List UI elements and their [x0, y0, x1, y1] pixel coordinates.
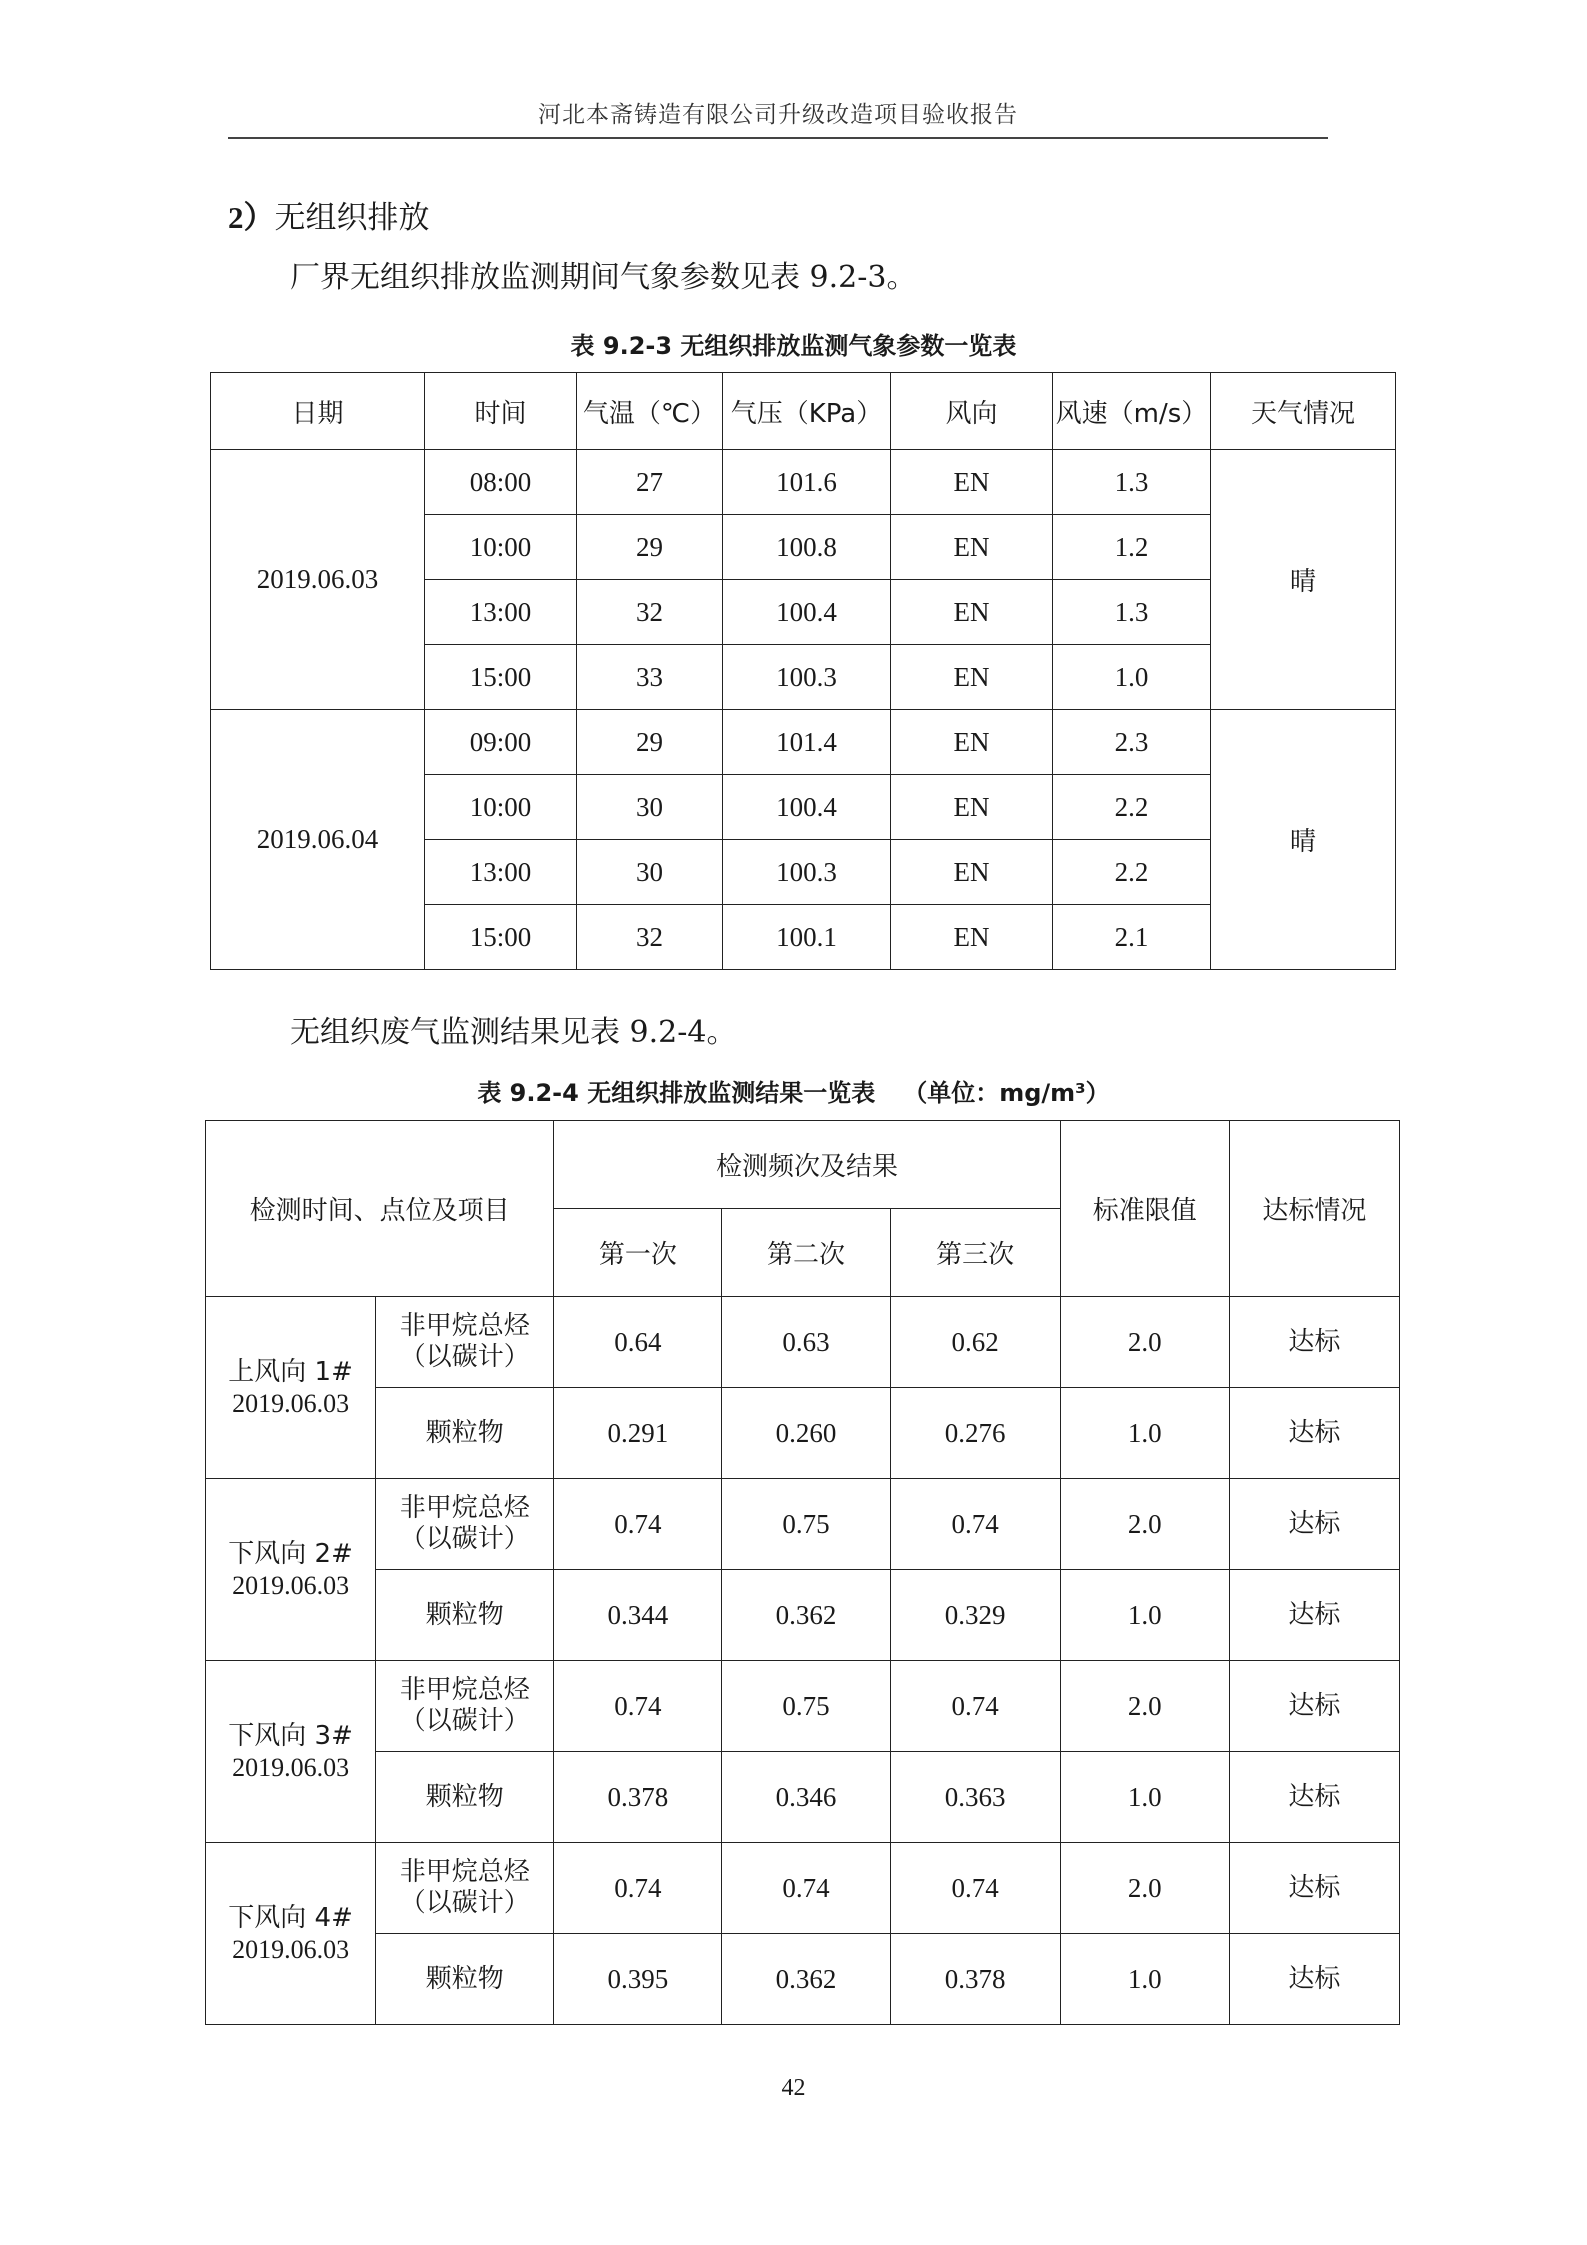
wind-speed-cell: 1.3 [1053, 580, 1211, 645]
pressure-cell: 100.1 [723, 905, 891, 970]
table1-caption: 表 9.2-3 无组织排放监测气象参数一览表 [570, 332, 1017, 360]
item-cell: 非甲烷总烃（以碳计） [376, 1843, 554, 1934]
col-header-wind-speed: 风速（m/s） [1053, 373, 1211, 450]
monitoring-point-cell [206, 1661, 376, 1843]
wind-direction-cell: EN [891, 775, 1053, 840]
status-cell: 达标 [1229, 1479, 1399, 1570]
monitoring-point-cell [206, 1843, 376, 2025]
table-row [206, 1843, 1400, 1934]
col-header-date: 日期 [211, 373, 425, 450]
paragraph-results-intro: 无组织废气监测结果见表 9.2-4。 [290, 1015, 737, 1050]
wind-direction-cell: EN [891, 710, 1053, 775]
header-rule [228, 137, 1328, 139]
time-cell: 10:00 [425, 775, 577, 840]
result-cell: 0.291 [554, 1388, 722, 1479]
point-date: 2019.06.03 [232, 1934, 350, 1964]
status-cell: 达标 [1229, 1752, 1399, 1843]
point-name: 下风向 4# [228, 1902, 353, 1933]
result-cell: 0.74 [554, 1479, 722, 1570]
weather-cell: 晴 [1211, 710, 1396, 970]
point-name: 上风向 1# [228, 1356, 353, 1387]
col-header-status: 达标情况 [1229, 1121, 1399, 1297]
wind-direction-cell: EN [891, 580, 1053, 645]
col-header-second: 第二次 [722, 1209, 890, 1297]
page-number: 42 [781, 2075, 806, 2101]
result-cell: 0.346 [722, 1752, 890, 1843]
wind-direction-cell: EN [891, 905, 1053, 970]
status-cell: 达标 [1229, 1843, 1399, 1934]
time-cell: 13:00 [425, 580, 577, 645]
result-cell: 0.260 [722, 1388, 890, 1479]
wind-speed-cell: 2.3 [1053, 710, 1211, 775]
limit-cell: 2.0 [1060, 1661, 1229, 1752]
col-header-item: 检测时间、点位及项目 [206, 1121, 554, 1297]
item-cell: 颗粒物 [376, 1388, 554, 1479]
col-header-pressure: 气压（KPa） [723, 373, 891, 450]
section-number: 2） [228, 200, 275, 235]
item-cell: 非甲烷总烃（以碳计） [376, 1661, 554, 1752]
section-title [228, 192, 430, 237]
results-table [205, 1120, 1400, 2025]
wind-speed-cell: 1.3 [1053, 450, 1211, 515]
table-row [206, 1570, 1400, 1661]
table-row [206, 1388, 1400, 1479]
col-header-third: 第三次 [890, 1209, 1060, 1297]
wind-speed-cell: 2.2 [1053, 775, 1211, 840]
status-cell: 达标 [1229, 1934, 1399, 2025]
result-cell: 0.62 [890, 1297, 1060, 1388]
status-cell: 达标 [1229, 1661, 1399, 1752]
wind-speed-cell: 2.1 [1053, 905, 1211, 970]
result-cell: 0.74 [890, 1843, 1060, 1934]
time-cell: 09:00 [425, 710, 577, 775]
result-cell: 0.344 [554, 1570, 722, 1661]
wind-speed-cell: 2.2 [1053, 840, 1211, 905]
temperature-cell: 30 [577, 775, 723, 840]
time-cell: 15:00 [425, 645, 577, 710]
pressure-cell: 100.3 [723, 645, 891, 710]
result-cell: 0.362 [722, 1934, 890, 2025]
time-cell: 13:00 [425, 840, 577, 905]
temperature-cell: 32 [577, 580, 723, 645]
weather-cell: 晴 [1211, 450, 1396, 710]
col-header-temperature: 气温（℃） [577, 373, 723, 450]
pressure-cell: 100.4 [723, 580, 891, 645]
limit-cell: 2.0 [1060, 1843, 1229, 1934]
monitoring-point-cell [206, 1297, 376, 1479]
wind-direction-cell: EN [891, 450, 1053, 515]
limit-cell: 1.0 [1060, 1570, 1229, 1661]
weather-table-header-row [211, 373, 1396, 450]
point-date: 2019.06.03 [232, 1752, 350, 1782]
status-cell: 达标 [1229, 1570, 1399, 1661]
table2-unit: （单位：mg/m³） [903, 1079, 1110, 1107]
result-cell: 0.74 [890, 1661, 1060, 1752]
result-cell: 0.74 [554, 1661, 722, 1752]
wind-speed-cell: 1.0 [1053, 645, 1211, 710]
pressure-cell: 100.3 [723, 840, 891, 905]
result-cell: 0.329 [890, 1570, 1060, 1661]
section-title-text: 无组织排放 [274, 200, 430, 236]
col-header-weather: 天气情况 [1211, 373, 1396, 450]
result-cell: 0.378 [554, 1752, 722, 1843]
item-cell: 非甲烷总烃（以碳计） [376, 1297, 554, 1388]
result-cell: 0.363 [890, 1752, 1060, 1843]
limit-cell: 1.0 [1060, 1934, 1229, 2025]
item-cell: 颗粒物 [376, 1752, 554, 1843]
wind-direction-cell: EN [891, 515, 1053, 580]
limit-cell: 2.0 [1060, 1297, 1229, 1388]
weather-table [210, 372, 1396, 970]
status-cell: 达标 [1229, 1388, 1399, 1479]
results-table-header-row [206, 1121, 1400, 1209]
col-header-first: 第一次 [554, 1209, 722, 1297]
table-row [206, 1752, 1400, 1843]
wind-direction-cell: EN [891, 840, 1053, 905]
point-name: 下风向 3# [228, 1720, 353, 1751]
col-header-time: 时间 [425, 373, 577, 450]
paragraph-weather-intro: 厂界无组织排放监测期间气象参数见表 9.2-3。 [290, 260, 917, 295]
table-row [211, 450, 1396, 515]
item-cell: 颗粒物 [376, 1934, 554, 2025]
result-cell: 0.362 [722, 1570, 890, 1661]
col-header-limit: 标准限值 [1060, 1121, 1229, 1297]
limit-cell: 1.0 [1060, 1388, 1229, 1479]
table-row [206, 1661, 1400, 1752]
pressure-cell: 101.6 [723, 450, 891, 515]
table2-caption [0, 1073, 1587, 1108]
pressure-cell: 100.4 [723, 775, 891, 840]
date-cell: 2019.06.03 [211, 450, 425, 710]
table2-caption-title: 表 9.2-4 无组织排放监测结果一览表 [477, 1079, 876, 1107]
item-cell: 非甲烷总烃（以碳计） [376, 1479, 554, 1570]
temperature-cell: 29 [577, 515, 723, 580]
time-cell: 08:00 [425, 450, 577, 515]
table-row [211, 710, 1396, 775]
time-cell: 10:00 [425, 515, 577, 580]
result-cell: 0.74 [554, 1843, 722, 1934]
result-cell: 0.74 [722, 1843, 890, 1934]
result-cell: 0.378 [890, 1934, 1060, 2025]
temperature-cell: 33 [577, 645, 723, 710]
point-date: 2019.06.03 [232, 1570, 350, 1600]
table-row [206, 1934, 1400, 2025]
table-row [206, 1479, 1400, 1570]
status-cell: 达标 [1229, 1297, 1399, 1388]
temperature-cell: 29 [577, 710, 723, 775]
result-cell: 0.395 [554, 1934, 722, 2025]
point-date: 2019.06.03 [232, 1388, 350, 1418]
page-header: 河北本斋铸造有限公司升级改造项目验收报告 [538, 102, 1018, 128]
pressure-cell: 100.8 [723, 515, 891, 580]
temperature-cell: 32 [577, 905, 723, 970]
result-cell: 0.75 [722, 1479, 890, 1570]
wind-speed-cell: 1.2 [1053, 515, 1211, 580]
date-cell: 2019.06.04 [211, 710, 425, 970]
col-header-wind-direction: 风向 [891, 373, 1053, 450]
limit-cell: 1.0 [1060, 1752, 1229, 1843]
limit-cell: 2.0 [1060, 1479, 1229, 1570]
pressure-cell: 101.4 [723, 710, 891, 775]
wind-direction-cell: EN [891, 645, 1053, 710]
item-cell: 颗粒物 [376, 1570, 554, 1661]
monitoring-point-cell [206, 1479, 376, 1661]
col-header-frequency: 检测频次及结果 [554, 1121, 1060, 1209]
result-cell: 0.75 [722, 1661, 890, 1752]
result-cell: 0.276 [890, 1388, 1060, 1479]
temperature-cell: 27 [577, 450, 723, 515]
point-name: 下风向 2# [228, 1538, 353, 1569]
result-cell: 0.64 [554, 1297, 722, 1388]
temperature-cell: 30 [577, 840, 723, 905]
time-cell: 15:00 [425, 905, 577, 970]
result-cell: 0.74 [890, 1479, 1060, 1570]
table-row [206, 1297, 1400, 1388]
result-cell: 0.63 [722, 1297, 890, 1388]
